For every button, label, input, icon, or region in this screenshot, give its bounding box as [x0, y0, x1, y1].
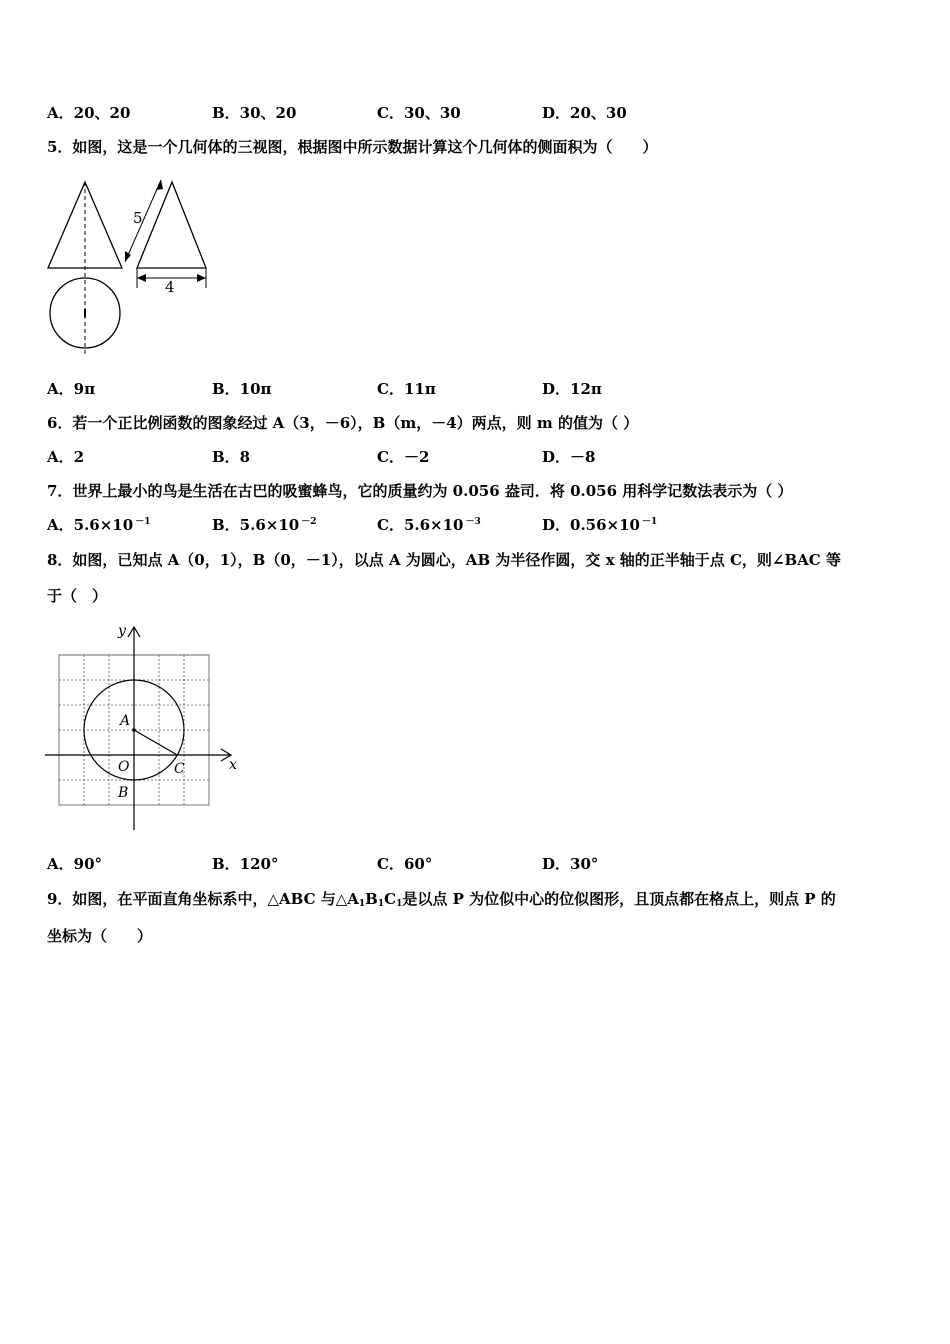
q9-stem-line1: 9．如图，在平面直角坐标系中，△ABC 与$\triangle A_1B_1C_1$是以点 P 为位似中心的位似图形，且顶点都在格点上，则点 P 的 — [47, 890, 836, 909]
slant-label: 5 — [133, 209, 143, 227]
arrow-left — [137, 274, 146, 282]
q7-option-b: B．5.6×10 $^{-2}$ — [212, 516, 317, 534]
q7-option-c: C．5.6×10 $^{-3}$ — [377, 516, 481, 534]
label-a: A — [120, 713, 131, 729]
q8-option-b: B．120° — [212, 855, 279, 873]
q5-option-a: A．9π — [47, 380, 96, 398]
q8-option-a: A．90° — [47, 855, 103, 873]
q8-stem-line1: 8．如图，已知点 A（0，1），B（0，－1），以点 A 为圆心，AB 为半径作圆，交 x 轴的正半轴于点 C，则∠BAC 等 — [47, 551, 841, 569]
q6-option-d: D．－8 — [542, 448, 596, 466]
q6-option-a: A．2 — [47, 448, 85, 466]
arrow-right — [197, 274, 206, 282]
q7-option-d: D．0.56×10 $^{-1}$ — [542, 516, 658, 534]
q7-stem: 7．世界上最小的鸟是生活在古巴的吸蜜蜂鸟，它的质量约为 0.056 盎司．将 0.056 用科学记数法表示为（ ） — [47, 482, 793, 500]
point-a — [132, 728, 136, 732]
q5-option-b: B．10π — [212, 380, 272, 398]
q5-three-view-figure — [40, 168, 225, 363]
q8-option-d: D．30° — [542, 855, 599, 873]
label-c: C — [174, 761, 185, 777]
q8-stem-line2: 于（ ） — [47, 587, 108, 605]
arrow-up — [156, 180, 163, 190]
q7-option-a: A．5.6×10 $^{-1}$ — [47, 516, 151, 534]
q6-option-b: B．8 — [212, 448, 251, 466]
label-b: B — [118, 785, 129, 801]
side-view-triangle — [137, 182, 206, 268]
q8-option-c: C．60° — [377, 855, 433, 873]
q4-option-b: B．30、20 — [212, 104, 297, 122]
q6-stem: 6．若一个正比例函数的图象经过 A（3，－6），B（m，－4）两点，则 m 的值为（ ） — [47, 414, 639, 432]
q4-option-c: C．30、30 — [377, 104, 461, 122]
y-label: y — [118, 623, 126, 639]
q5-stem: 5．如图，这是一个几何体的三视图，根据图中所示数据计算这个几何体的侧面积为（ ） — [47, 138, 658, 156]
q4-option-d: D．20、30 — [542, 104, 627, 122]
q8-coordinate-figure — [40, 620, 245, 835]
x-label: x — [229, 757, 237, 773]
q4-option-a: A．20、20 — [47, 104, 131, 122]
segment-ac — [134, 730, 177, 755]
q5-option-c: C．11π — [377, 380, 436, 398]
label-o: O — [118, 759, 130, 775]
base-label: 4 — [165, 278, 175, 296]
q5-option-d: D．12π — [542, 380, 602, 398]
arrow-down — [125, 251, 131, 262]
q9-stem-line2: 坐标为（ ） — [47, 927, 153, 945]
q6-option-c: C．－2 — [377, 448, 430, 466]
